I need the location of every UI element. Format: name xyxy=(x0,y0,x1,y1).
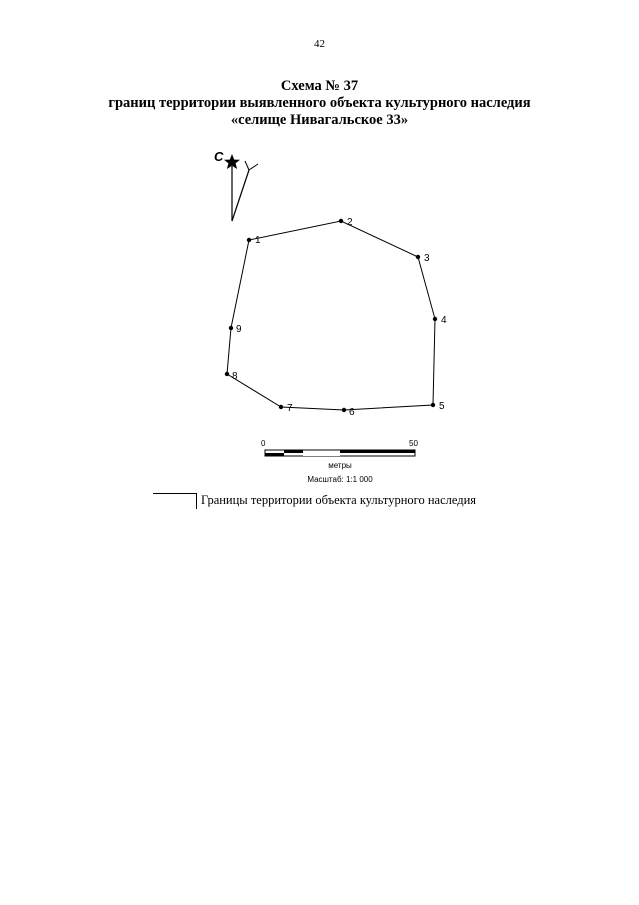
scale-start-label: 0 xyxy=(261,439,266,448)
boundary-point-3 xyxy=(416,255,420,259)
boundary-point-label-1: 1 xyxy=(255,235,261,246)
legend-boundary-line xyxy=(153,493,196,494)
magnetic-arrow-branch-left xyxy=(245,161,249,170)
title-line-1: Схема № 37 xyxy=(280,78,359,94)
page-number: 42 xyxy=(314,38,325,50)
boundary-point-label-4: 4 xyxy=(441,315,447,326)
boundary-point-label-7: 7 xyxy=(287,403,293,414)
legend xyxy=(153,493,583,515)
title-line-2: границ территории выявленного объекта культурного наследия xyxy=(108,95,531,111)
boundary-point-label-3: 3 xyxy=(424,253,430,264)
magnetic-arrow-line xyxy=(232,170,249,221)
boundary-points xyxy=(225,217,447,418)
north-letter: С xyxy=(214,149,224,164)
boundary-point-4 xyxy=(433,317,437,321)
scale-segment-4 xyxy=(303,453,340,456)
scale-segment-2 xyxy=(340,450,415,453)
title-line-3: «селище Нивагальское 33» xyxy=(230,112,409,128)
boundary-point-label-8: 8 xyxy=(232,371,238,382)
boundary-point-8 xyxy=(225,372,229,376)
magnetic-arrow-branch-right xyxy=(249,164,258,170)
boundary-point-6 xyxy=(342,408,346,412)
north-arrow xyxy=(214,149,258,221)
boundary-point-label-9: 9 xyxy=(236,324,242,335)
boundary-polygon xyxy=(227,221,435,410)
legend-text: Границы территории объекта культурного наследия xyxy=(201,493,477,507)
scale-ratio-label: Масштаб: 1:1 000 xyxy=(307,475,373,484)
boundary-point-7 xyxy=(279,405,283,409)
legend-boundary-tick xyxy=(196,493,197,509)
boundary-point-label-5: 5 xyxy=(439,401,445,412)
boundary-point-1 xyxy=(247,238,251,242)
scale-bar xyxy=(261,439,418,484)
boundary-point-label-6: 6 xyxy=(349,407,355,418)
scale-segment-1 xyxy=(284,450,303,453)
boundary-point-2 xyxy=(339,219,343,223)
boundary-point-5 xyxy=(431,403,435,407)
scale-end-label: 50 xyxy=(409,439,418,448)
boundary-point-label-2: 2 xyxy=(347,217,353,228)
boundary-point-9 xyxy=(229,326,233,330)
scale-units-label: метры xyxy=(328,461,352,470)
scale-segment-3 xyxy=(265,453,284,456)
